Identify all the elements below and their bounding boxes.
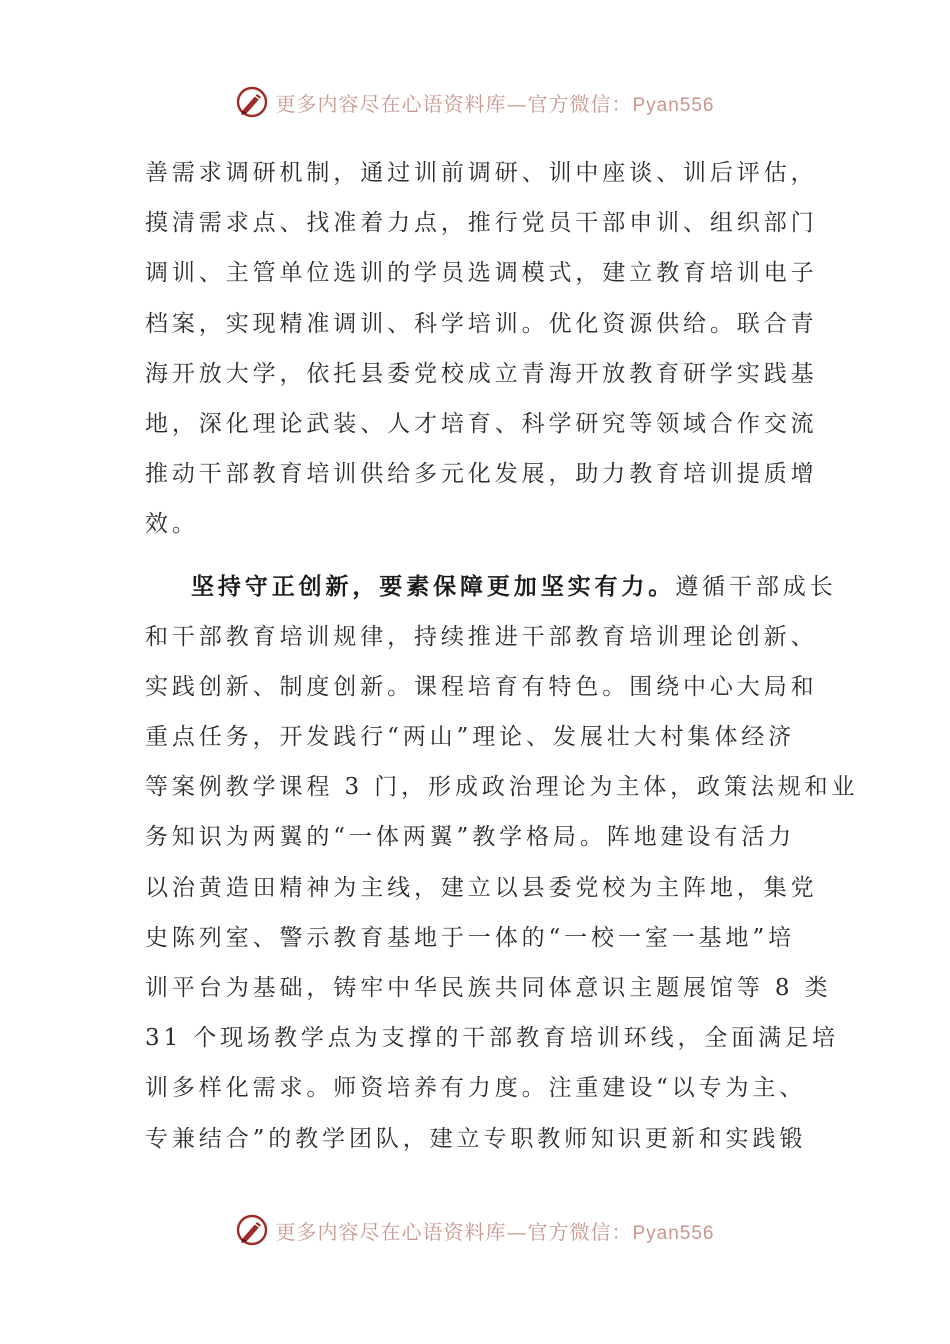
text-line: 调训、主管单位选训的学员选调模式，建立教育培训电子: [145, 260, 818, 287]
header-watermark: [0, 82, 950, 122]
text-line: 务知识为两翼的“一体两翼”教学格局。阵地建设有活力: [145, 824, 796, 851]
header-watermark-text: 更多内容尽在心语资料库—官方微信：Pyan556: [275, 91, 715, 116]
paragraph-2-first-line: [145, 562, 837, 612]
text-line: 地，深化理论武装、人才培育、科学研究等领域合作交流: [145, 410, 818, 437]
text-line: 效。: [145, 511, 199, 538]
text-line: 和干部教育培训规律，持续推进干部教育培训理论创新、: [145, 623, 818, 650]
text-line: 31 个现场教学点为支撑的干部教育培训环线，全面满足培: [145, 1025, 839, 1052]
text-line: 实践创新、制度创新。课程培育有特色。围绕中心大局和: [145, 673, 818, 700]
pen-logo-icon: [235, 85, 269, 119]
text-line: 摸清需求点、找准着力点，推行党员干部申训、组织部门: [145, 210, 818, 237]
document-body: [145, 148, 859, 1164]
text-line: 专兼结合”的教学团队，建立专职教师知识更新和实践锻: [145, 1125, 807, 1152]
text-line: 以治黄造田精神为主线，建立以县委党校为主阵地，集党: [145, 874, 818, 901]
text-line: 等案例教学课程 3 门，形成政治理论为主体，政策法规和业: [145, 774, 859, 801]
footer-watermark: [0, 1210, 950, 1250]
text-line: 海开放大学，依托县委党校成立青海开放教育研学实践基: [145, 360, 818, 387]
text-line: 档案，实现精准调训、科学培训。优化资源供给。联合青: [145, 310, 818, 337]
paragraph-1: [145, 148, 818, 550]
text-line: 训多样化需求。师资培养有力度。注重建设“以专为主、: [145, 1075, 807, 1102]
text-line: 史陈列室、警示教育基地于一体的“一校一室一基地”培: [145, 924, 796, 951]
section-heading: 坚持守正创新，要素保障更加坚实有力。: [191, 572, 676, 600]
text-line: 训平台为基础，铸牢中华民族共同体意识主题展馆等 8 类: [145, 975, 832, 1001]
footer-watermark-text: 更多内容尽在心语资料库—官方微信：Pyan556: [275, 1219, 715, 1244]
text-fragment: 遵循干部成长: [675, 573, 837, 600]
text-line: 推动干部教育培训供给多元化发展，助力教育培训提质增: [145, 461, 818, 488]
text-line: 重点任务，开发践行“两山”理论、发展壮大村集体经济: [145, 724, 796, 751]
paragraph-2: [145, 562, 859, 1164]
text-line: 善需求调研机制，通过训前调研、训中座谈、训后评估，: [145, 160, 818, 186]
pen-logo-icon: [235, 1213, 269, 1247]
